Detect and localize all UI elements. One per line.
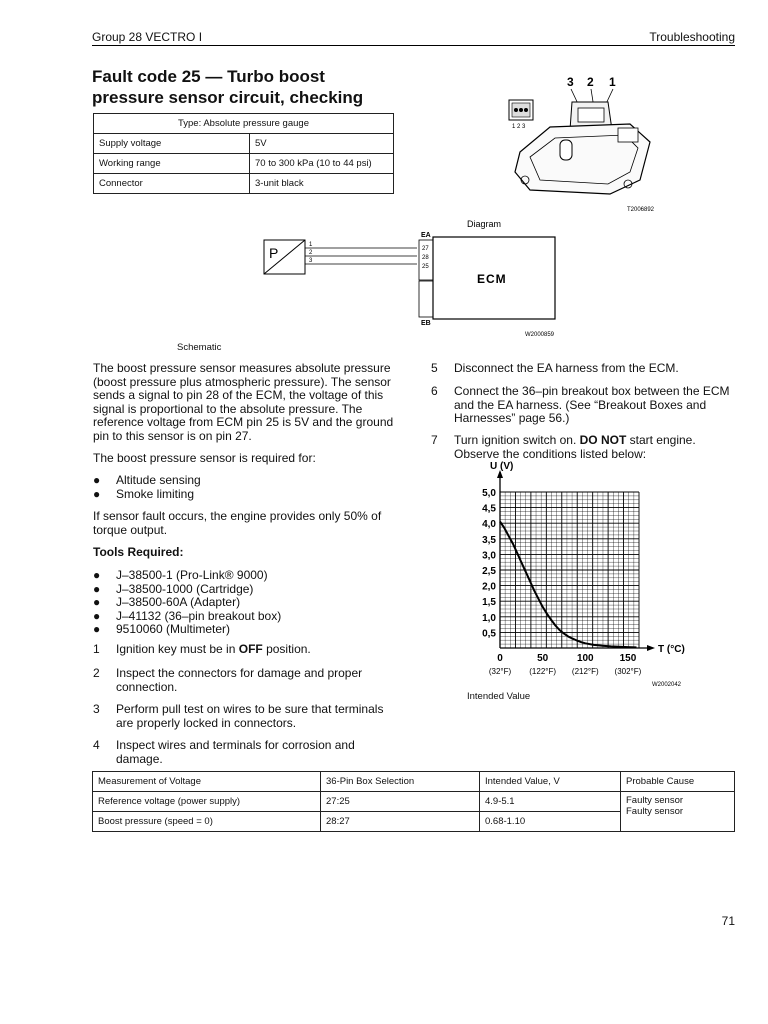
- chart-grid: [500, 492, 639, 648]
- step-number: 1: [93, 642, 100, 656]
- list-item-text: J–38500-1 (Pro-Link® 9000): [116, 568, 268, 582]
- y-tick-label: 1,5: [482, 597, 496, 609]
- sensor-symbol: P: [269, 245, 279, 261]
- y-tick-label: 5,0: [482, 488, 496, 499]
- step-number: 5: [431, 361, 438, 375]
- y-tick-label: 3,0: [482, 550, 496, 562]
- chart-caption: Intended Value: [467, 691, 531, 702]
- table-cell: Reference voltage (power supply): [93, 792, 321, 812]
- list-item: ● J–38500-60A (Adapter): [93, 595, 241, 609]
- step-text: Perform pull test on wires to be sure that terminals are properly locked in connectors.: [116, 702, 384, 730]
- ecm-pin-label: 28: [422, 255, 429, 261]
- ecm-pin-label: 27: [422, 246, 429, 252]
- step-text: Turn ignition switch on.: [454, 433, 580, 447]
- list-item-text: 9510060 (Multimeter): [116, 622, 231, 636]
- header-rule: [92, 45, 735, 46]
- step-number: 4: [93, 738, 100, 752]
- table-cell: 0.68-1.10: [480, 812, 621, 832]
- schematic-caption: Schematic: [177, 342, 222, 353]
- x-axis-arrow: [647, 645, 655, 651]
- step-1: [93, 643, 393, 657]
- chart-xlabel: T (°C): [658, 644, 685, 655]
- table-cell: [621, 792, 735, 832]
- list-item: ● J–38500-1000 (Cartridge): [93, 581, 254, 596]
- spec-type: Type: Absolute pressure gauge: [94, 114, 394, 134]
- step-text: Inspect the connectors for damage and proper connection.: [116, 666, 363, 694]
- table-row: [94, 134, 394, 154]
- list-item-text: Altitude sensing: [116, 473, 201, 487]
- list-item-text: J–38500-60A (Adapter): [116, 595, 241, 609]
- callout-2: 2: [587, 75, 594, 89]
- ecm-label: ECM: [477, 272, 507, 286]
- step-3: [93, 703, 393, 730]
- list-item-text: J–38500-1000 (Cartridge): [116, 581, 254, 596]
- x-tick-label: 150: [619, 653, 637, 664]
- table-cell: 28:27: [321, 812, 480, 832]
- step-number: 2: [93, 666, 100, 680]
- table-header-row: [93, 772, 735, 792]
- intro-paragraph: The boost pressure sensor measures absolute pressure (boost pressure plus atmospheric pressure). The sensor sends a signal to pin 28 of the ECM, the voltage of this signal is proportional to the absolute pressure. The reference voltage from ECM pin 25 is 5V and the ground pin to this sensor is on pin 27.: [93, 361, 394, 443]
- tools-list: [93, 569, 393, 637]
- x-tick-label-f: (212°F): [571, 667, 599, 676]
- step-5: [431, 362, 736, 376]
- schematic-diagram: [255, 215, 575, 350]
- sensor-illustration: [500, 72, 670, 212]
- spec-value: 3-unit black: [250, 174, 394, 194]
- step-number: 6: [431, 384, 438, 398]
- step-emphasis: OFF: [238, 642, 263, 656]
- spec-label: Connector: [94, 174, 250, 194]
- y-tick-label: 0,5: [482, 628, 496, 640]
- y-tick-label: 4,0: [482, 519, 496, 531]
- sensor-pin-label: 2: [309, 250, 313, 256]
- step-number: 3: [93, 702, 100, 716]
- x-tick-label-f: (302°F): [614, 667, 642, 676]
- step-text: Inspect wires and terminals for corrosion and damage.: [116, 738, 355, 766]
- ecm-pin-label: 25: [422, 264, 429, 270]
- tools-heading: Tools Required:: [93, 545, 184, 559]
- step-text: position.: [262, 642, 311, 656]
- header-group: Group 28 VECTRO I: [92, 30, 203, 44]
- y-tick-label: 4,5: [482, 503, 496, 515]
- diagram-label: Diagram: [467, 219, 502, 229]
- y-tick-label: 3,5: [482, 534, 496, 546]
- step-text: start engine. Observe the conditions listed below:: [454, 433, 696, 461]
- list-item: ● Altitude sensing: [93, 473, 201, 487]
- spec-label: Supply voltage: [94, 134, 250, 154]
- x-tick-label: 0: [497, 653, 503, 664]
- measurement-table: [92, 771, 735, 832]
- table-row: [93, 792, 735, 812]
- list-item: ● 9510060 (Multimeter): [93, 622, 231, 636]
- header-section: Troubleshooting: [649, 30, 735, 44]
- table-header: Measurement of Voltage: [93, 772, 321, 792]
- y-tick-label: 1,0: [482, 612, 496, 624]
- table-cell: 4.9-5.1: [480, 792, 621, 812]
- x-tick-label-f: (32°F): [488, 667, 512, 676]
- step-7: [431, 434, 736, 461]
- table-header: 36-Pin Box Selection: [321, 772, 480, 792]
- callout-3: 3: [567, 75, 574, 89]
- y-tick-label: 2,5: [482, 566, 496, 577]
- step-number: 7: [431, 433, 438, 447]
- step-text: Disconnect the EA harness from the ECM.: [454, 361, 679, 375]
- required-for-text: The boost pressure sensor is required for:: [93, 451, 316, 465]
- page-number: 71: [721, 914, 735, 928]
- list-item: ● Smoke limiting: [93, 486, 195, 501]
- chart-ref: W2002042: [652, 682, 682, 688]
- list-item-text: Smoke limiting: [116, 486, 195, 501]
- list-item-text: J–41132 (36–pin breakout box): [116, 608, 282, 623]
- callout-1: 1: [609, 75, 616, 89]
- spec-table: [93, 113, 394, 194]
- x-tick-label-f: (122°F): [529, 667, 557, 676]
- table-header: Intended Value, V: [480, 772, 621, 792]
- probable-cause: Faulty sensor: [626, 806, 684, 817]
- pin-labels: 1 2 3: [512, 124, 526, 130]
- table-cell: Boost pressure (speed = 0): [93, 812, 321, 832]
- table-row: [94, 154, 394, 174]
- spec-value: 70 to 300 kPa (10 to 44 psi): [250, 154, 394, 174]
- page-title: Fault code 25 — Turbo boost pressure sensor circuit, checking: [92, 67, 364, 107]
- list-item: ● J–41132 (36–pin breakout box): [93, 608, 282, 623]
- voltage-temperature-chart: [440, 460, 700, 705]
- sensor-pin-label: 1: [309, 242, 313, 248]
- spec-label: Working range: [94, 154, 250, 174]
- sensor-pin-label: 3: [309, 258, 313, 264]
- list-item: ● J–38500-1 (Pro-Link® 9000): [93, 568, 268, 582]
- step-2: [93, 667, 393, 694]
- sensor-figure-ref: T2006892: [627, 207, 655, 212]
- step-6: [431, 385, 736, 426]
- table-cell: 27:25: [321, 792, 480, 812]
- ea-label: EA: [421, 232, 431, 239]
- step-text: Connect the 36–pin breakout box between the ECM and the EA harness. (See “Breakout Boxes and Harnesses” page 56.): [454, 384, 730, 425]
- step-4: [93, 739, 393, 766]
- eb-label: EB: [421, 320, 431, 327]
- uses-list: [93, 474, 393, 501]
- table-header: Probable Cause: [621, 772, 735, 792]
- table-row: [94, 174, 394, 194]
- probable-cause: Faulty sensor: [626, 795, 684, 806]
- chart-ylabel: U (V): [490, 461, 514, 472]
- spec-value: 5V: [250, 134, 394, 154]
- y-tick-label: 2,0: [482, 581, 496, 593]
- step-text: Ignition key must be in: [116, 642, 239, 656]
- step-emphasis: DO NOT: [579, 433, 627, 447]
- x-tick-label: 100: [576, 653, 594, 664]
- schematic-ref: W2000859: [525, 332, 555, 338]
- x-tick-label: 50: [537, 653, 549, 664]
- fault-note: If sensor fault occurs, the engine provides only 50% of torque output.: [93, 509, 382, 537]
